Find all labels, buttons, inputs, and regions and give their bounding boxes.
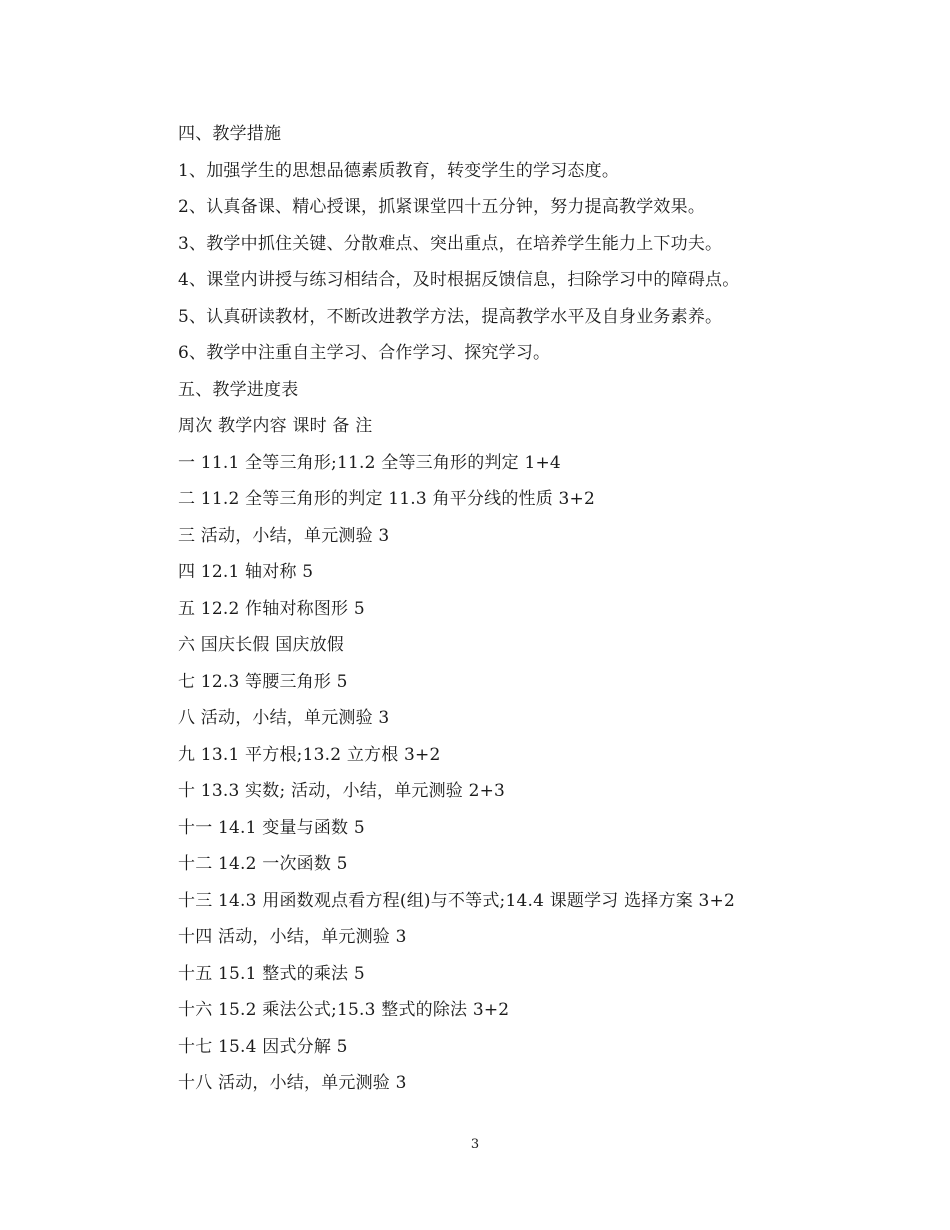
schedule-row: 十八 活动，小结，单元测验 3 xyxy=(178,1073,407,1093)
measure-item-3: 3、教学中抓住关键、分散难点、突出重点，在培养学生能力上下功夫。 xyxy=(178,233,723,254)
schedule-row: 十四 活动，小结，单元测验 3 xyxy=(178,927,407,947)
schedule-row: 十五 15.1 整式的乘法 5 xyxy=(178,963,365,984)
schedule-row: 十 13.3 实数; 活动，小结，单元测验 2+3 xyxy=(178,781,506,801)
measure-item-2: 2、认真备课、精心授课，抓紧课堂四十五分钟，努力提高教学效果。 xyxy=(178,197,706,217)
measure-item-4: 4、课堂内讲授与练习相结合，及时根据反馈信息，扫除学习中的障碍点。 xyxy=(178,270,740,290)
schedule-row: 三 活动，小结，单元测验 3 xyxy=(178,525,390,546)
schedule-row: 六 国庆长假 国庆放假 xyxy=(178,635,345,655)
schedule-header-row: 周次 教学内容 课时 备 注 xyxy=(178,416,373,436)
schedule-row: 十一 14.1 变量与函数 5 xyxy=(178,817,365,838)
schedule-row: 二 11.2 全等三角形的判定 11.3 角平分线的性质 3+2 xyxy=(178,489,595,509)
schedule-row: 五 12.2 作轴对称图形 5 xyxy=(178,598,365,619)
page-number: 3 xyxy=(470,1137,480,1152)
schedule-row: 十二 14.2 一次函数 5 xyxy=(178,854,348,874)
schedule-row: 七 12.3 等腰三角形 5 xyxy=(178,671,348,692)
schedule-row: 十六 15.2 乘法公式;15.3 整式的除法 3+2 xyxy=(178,1000,510,1020)
schedule-row: 十三 14.3 用函数观点看方程(组)与不等式;14.4 课题学习 选择方案 3+2 xyxy=(178,890,735,911)
schedule-row: 一 11.1 全等三角形;11.2 全等三角形的判定 1+4 xyxy=(178,452,561,473)
section-heading-teaching-measures: 四、教学措施 xyxy=(178,124,282,144)
schedule-row: 十七 15.4 因式分解 5 xyxy=(178,1036,348,1057)
schedule-row: 九 13.1 平方根;13.2 立方根 3+2 xyxy=(178,744,441,765)
measure-item-5: 5、认真研读教材，不断改进教学方法，提高教学水平及自身业务素养。 xyxy=(178,306,723,327)
schedule-row: 四 12.1 轴对称 5 xyxy=(178,562,314,582)
schedule-row: 八 活动，小结，单元测验 3 xyxy=(178,708,390,728)
measure-item-1: 1、加强学生的思想品德素质教育，转变学生的学习态度。 xyxy=(178,160,620,181)
document-body xyxy=(178,116,898,1102)
section-heading-schedule: 五、教学进度表 xyxy=(178,379,299,400)
measure-item-6: 6、教学中注重自主学习、合作学习、探究学习。 xyxy=(178,343,551,363)
